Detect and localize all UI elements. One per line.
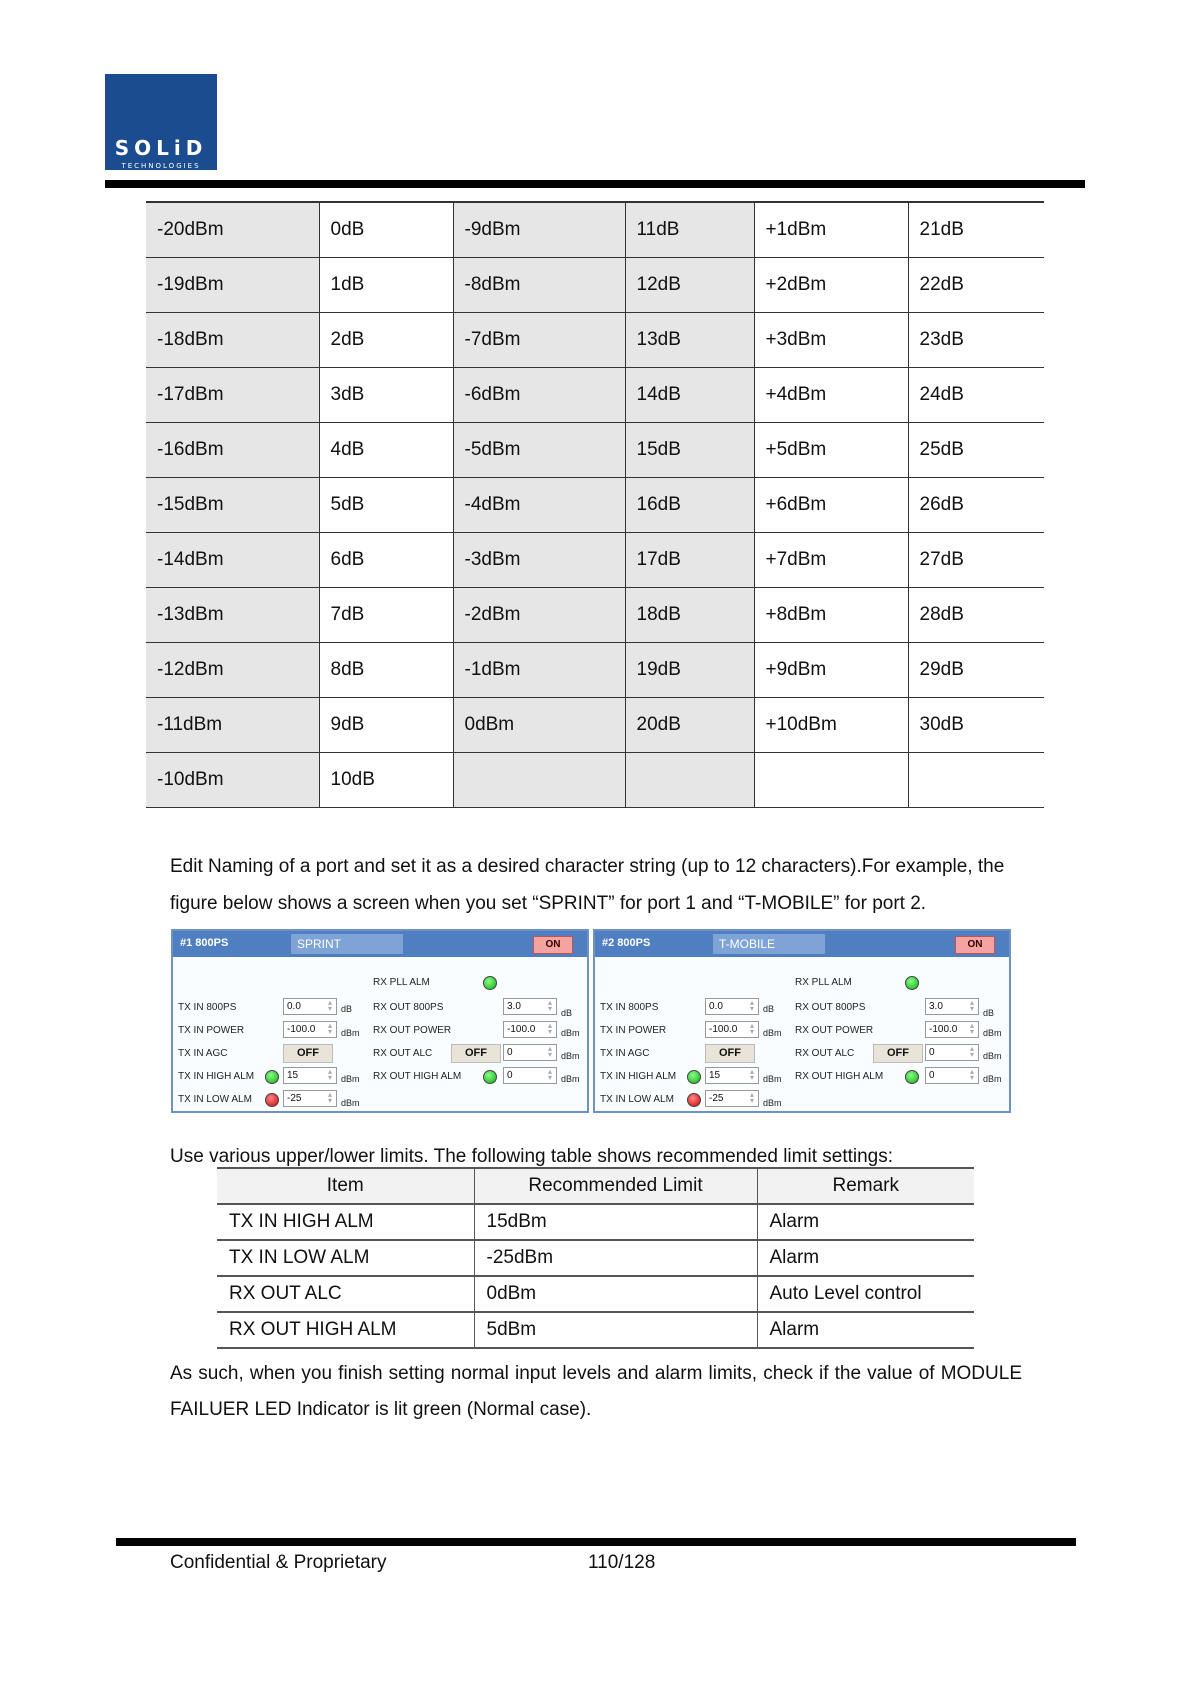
level-table xyxy=(146,201,1044,808)
rx-out-power-input[interactable] xyxy=(925,1021,979,1038)
rx-out-alc-button[interactable]: OFF xyxy=(451,1044,501,1063)
rx-out-alc-label: RX OUT ALC xyxy=(373,1048,433,1059)
level-cell: 27dB xyxy=(908,532,1044,587)
rx-out-alc-unit: dBm xyxy=(561,1051,580,1061)
tx-in-low-alm-input-value: -25 xyxy=(709,1093,724,1104)
port-name-field[interactable]: T-MOBILE xyxy=(713,934,825,954)
limit-remark: Alarm xyxy=(757,1240,974,1276)
level-cell: +7dBm xyxy=(754,532,908,587)
level-cell: +6dBm xyxy=(754,477,908,532)
level-cell: 5dB xyxy=(319,477,453,532)
level-cell: -10dBm xyxy=(146,752,319,807)
rx-out-alc-input[interactable] xyxy=(503,1044,557,1061)
table-row xyxy=(146,477,1044,532)
level-cell: 7dB xyxy=(319,587,453,642)
level-cell: +9dBm xyxy=(754,642,908,697)
tx-in-high-alm-led-icon xyxy=(265,1070,279,1084)
table-row xyxy=(217,1204,974,1240)
spinner-arrows-icon[interactable]: ▴ ▾ xyxy=(969,1067,974,1082)
port-panel-1 xyxy=(171,929,589,1113)
rx-out-alc-label: RX OUT ALC xyxy=(795,1048,855,1059)
tx-in-unit: dB xyxy=(341,1004,353,1014)
rx-out-alc-input-value: 0 xyxy=(929,1047,935,1058)
level-cell: 14dB xyxy=(625,367,754,422)
rx-out-input[interactable] xyxy=(503,998,557,1015)
rx-out-power-input-value: -100.0 xyxy=(507,1024,536,1035)
tx-in-high-alm-input[interactable] xyxy=(283,1067,337,1084)
level-cell: 0dBm xyxy=(453,697,625,752)
spinner-arrows-icon[interactable]: ▴ ▾ xyxy=(327,998,332,1013)
table-row xyxy=(217,1240,974,1276)
level-cell: +3dBm xyxy=(754,312,908,367)
port-name-field[interactable]: SPRINT xyxy=(291,934,403,954)
tx-in-power-input[interactable] xyxy=(283,1021,337,1038)
tx-in-power-label: TX IN POWER xyxy=(178,1025,245,1036)
limit-remark: Alarm xyxy=(757,1204,974,1240)
tx-in-low-alm-input[interactable] xyxy=(705,1090,759,1107)
level-cell: -16dBm xyxy=(146,422,319,477)
limit-value: 15dBm xyxy=(474,1204,757,1240)
spinner-arrows-icon[interactable]: ▴ ▾ xyxy=(969,998,974,1013)
rx-pll-alm-label: RX PLL ALM xyxy=(373,977,430,988)
rx-out-alc-button[interactable]: OFF xyxy=(873,1044,923,1063)
tx-in-high-alm-input[interactable] xyxy=(705,1067,759,1084)
limit-remark: Auto Level control xyxy=(757,1276,974,1312)
level-cell: -7dBm xyxy=(453,312,625,367)
panel-header xyxy=(173,931,587,957)
level-cell xyxy=(453,752,625,807)
rx-out-label: RX OUT 800PS xyxy=(795,1002,866,1013)
paragraph-limits: Use various upper/lower limits. The following table shows recommended limit settings: xyxy=(170,1146,894,1167)
table-row xyxy=(146,202,1044,257)
level-cell: 6dB xyxy=(319,532,453,587)
level-cell: -18dBm xyxy=(146,312,319,367)
tx-in-power-input-value: -100.0 xyxy=(709,1024,738,1035)
rx-out-high-alm-input-value: 0 xyxy=(507,1070,513,1081)
port-label: #2 800PS xyxy=(602,937,651,949)
logo-subtext: TECHNOLOGIES xyxy=(121,162,201,170)
level-cell: -11dBm xyxy=(146,697,319,752)
limit-remark: Alarm xyxy=(757,1312,974,1348)
level-cell: -13dBm xyxy=(146,587,319,642)
level-cell: 9dB xyxy=(319,697,453,752)
solid-logo xyxy=(105,74,217,170)
rx-out-high-alm-input[interactable] xyxy=(503,1067,557,1084)
rx-out-label: RX OUT 800PS xyxy=(373,1002,444,1013)
table-row xyxy=(217,1276,974,1312)
table-row xyxy=(146,532,1044,587)
level-cell: 10dB xyxy=(319,752,453,807)
paragraph-module-failure: As such, when you finish setting normal input levels and alarm limits, check if the value of MODULE FAILUER LED Indicator is lit green (Normal case). xyxy=(170,1363,1022,1420)
header-rule xyxy=(105,180,1085,188)
tx-in-low-alm-label: TX IN LOW ALM xyxy=(600,1094,674,1105)
table-row xyxy=(146,312,1044,367)
rx-out-alc-input-value: 0 xyxy=(507,1047,513,1058)
level-cell: 21dB xyxy=(908,202,1044,257)
tx-in-label: TX IN 800PS xyxy=(600,1002,659,1013)
level-cell: 22dB xyxy=(908,257,1044,312)
table-row xyxy=(146,697,1044,752)
tx-in-high-alm-input-value: 15 xyxy=(287,1070,299,1081)
level-cell: 18dB xyxy=(625,587,754,642)
level-cell: -8dBm xyxy=(453,257,625,312)
page-number: 110/128 xyxy=(588,1552,656,1573)
level-cell: 8dB xyxy=(319,642,453,697)
level-cell: 26dB xyxy=(908,477,1044,532)
rx-out-high-alm-unit: dBm xyxy=(561,1074,580,1084)
spinner-arrows-icon[interactable]: ▴ ▾ xyxy=(547,1067,552,1082)
table-row xyxy=(146,422,1044,477)
level-cell: 30dB xyxy=(908,697,1044,752)
level-cell: 4dB xyxy=(319,422,453,477)
tx-in-high-alm-label: TX IN HIGH ALM xyxy=(178,1071,255,1082)
rx-out-high-alm-label: RX OUT HIGH ALM xyxy=(795,1071,884,1082)
rx-out-input-value: 3.0 xyxy=(507,1001,521,1012)
rx-out-high-alm-input[interactable] xyxy=(925,1067,979,1084)
spinner-arrows-icon[interactable]: ▴ ▾ xyxy=(547,1044,552,1059)
limit-table-header xyxy=(217,1168,974,1204)
level-cell: -12dBm xyxy=(146,642,319,697)
tx-in-power-input[interactable] xyxy=(705,1021,759,1038)
level-cell xyxy=(625,752,754,807)
limit-value: 0dBm xyxy=(474,1276,757,1312)
rx-out-high-alm-led-icon xyxy=(483,1070,497,1084)
rx-out-high-alm-label: RX OUT HIGH ALM xyxy=(373,1071,462,1082)
level-cell: 25dB xyxy=(908,422,1044,477)
tx-in-agc-button[interactable]: OFF xyxy=(705,1044,755,1063)
level-cell: -5dBm xyxy=(453,422,625,477)
table-row xyxy=(146,257,1044,312)
spinner-arrows-icon[interactable]: ▴ ▾ xyxy=(749,1021,754,1036)
level-cell: -19dBm xyxy=(146,257,319,312)
spinner-arrows-icon[interactable]: ▴ ▾ xyxy=(327,1067,332,1082)
level-cell: 28dB xyxy=(908,587,1044,642)
level-cell xyxy=(908,752,1044,807)
level-cell: -2dBm xyxy=(453,587,625,642)
header-remark: Remark xyxy=(757,1168,974,1204)
tx-in-low-alm-input[interactable] xyxy=(283,1090,337,1107)
rx-out-power-label: RX OUT POWER xyxy=(373,1025,452,1036)
level-cell: 2dB xyxy=(319,312,453,367)
limit-item: TX IN LOW ALM xyxy=(217,1240,474,1276)
spinner-arrows-icon[interactable]: ▴ ▾ xyxy=(327,1090,332,1105)
level-cell: -3dBm xyxy=(453,532,625,587)
rx-out-power-unit: dBm xyxy=(983,1028,1002,1038)
tx-in-agc-label: TX IN AGC xyxy=(600,1048,650,1059)
level-cell: 24dB xyxy=(908,367,1044,422)
rx-out-high-alm-led-icon xyxy=(905,1070,919,1084)
tx-in-power-input-value: -100.0 xyxy=(287,1024,316,1035)
port-panel-2 xyxy=(593,929,1011,1113)
spinner-arrows-icon[interactable]: ▴ ▾ xyxy=(969,1044,974,1059)
header-recommended-limit: Recommended Limit xyxy=(474,1168,757,1204)
level-cell: 13dB xyxy=(625,312,754,367)
level-cell: -4dBm xyxy=(453,477,625,532)
on-button[interactable]: ON xyxy=(533,936,573,954)
level-cell: 23dB xyxy=(908,312,1044,367)
rx-out-unit: dB xyxy=(561,1008,573,1018)
tx-in-agc-button[interactable]: OFF xyxy=(283,1044,333,1063)
spinner-arrows-icon[interactable]: ▴ ▾ xyxy=(547,998,552,1013)
level-cell: 0dB xyxy=(319,202,453,257)
paragraph-port-naming: Edit Naming of a port and set it as a desired character string (up to 12 characters).For example, the figure below shows a screen when you set “SPRINT” for port 1 and “T-MOBILE” for port 2. xyxy=(170,856,1005,914)
table-row xyxy=(146,587,1044,642)
level-cell: 1dB xyxy=(319,257,453,312)
panel-header xyxy=(595,931,1009,957)
level-cell: 29dB xyxy=(908,642,1044,697)
level-cell: 15dB xyxy=(625,422,754,477)
tx-in-low-alm-label: TX IN LOW ALM xyxy=(178,1094,252,1105)
tx-in-unit: dB xyxy=(763,1004,775,1014)
level-cell xyxy=(754,752,908,807)
rx-out-power-label: RX OUT POWER xyxy=(795,1025,874,1036)
tx-in-low-alm-led-icon xyxy=(687,1093,701,1107)
rx-out-alc-unit: dBm xyxy=(983,1051,1002,1061)
tx-in-power-unit: dBm xyxy=(341,1028,360,1038)
level-cell: -17dBm xyxy=(146,367,319,422)
tx-in-high-alm-unit: dBm xyxy=(341,1074,360,1084)
tx-in-high-alm-label: TX IN HIGH ALM xyxy=(600,1071,677,1082)
tx-in-high-alm-input-value: 15 xyxy=(709,1070,721,1081)
spinner-arrows-icon[interactable]: ▴ ▾ xyxy=(547,1021,552,1036)
level-cell: +4dBm xyxy=(754,367,908,422)
rx-out-high-alm-input-value: 0 xyxy=(929,1070,935,1081)
level-cell: -20dBm xyxy=(146,202,319,257)
spinner-arrows-icon[interactable]: ▴ ▾ xyxy=(969,1021,974,1036)
level-cell: 11dB xyxy=(625,202,754,257)
tx-in-input[interactable] xyxy=(705,998,759,1015)
spinner-arrows-icon[interactable]: ▴ ▾ xyxy=(749,1090,754,1105)
tx-in-input-value: 0.0 xyxy=(709,1001,723,1012)
port-settings-screens xyxy=(171,929,1017,1113)
level-cell: +10dBm xyxy=(754,697,908,752)
level-cell: +5dBm xyxy=(754,422,908,477)
footer-rule xyxy=(116,1538,1076,1546)
table-row xyxy=(146,752,1044,807)
level-cell: 12dB xyxy=(625,257,754,312)
tx-in-input[interactable] xyxy=(283,998,337,1015)
spinner-arrows-icon[interactable]: ▴ ▾ xyxy=(327,1021,332,1036)
rx-out-input[interactable] xyxy=(925,998,979,1015)
limit-table xyxy=(217,1167,974,1349)
table-row xyxy=(146,642,1044,697)
table-row xyxy=(146,367,1044,422)
level-cell: 16dB xyxy=(625,477,754,532)
limit-item: TX IN HIGH ALM xyxy=(217,1204,474,1240)
rx-out-power-input-value: -100.0 xyxy=(929,1024,958,1035)
limit-value: 5dBm xyxy=(474,1312,757,1348)
level-cell: -9dBm xyxy=(453,202,625,257)
level-cell: 17dB xyxy=(625,532,754,587)
tx-in-low-alm-input-value: -25 xyxy=(287,1093,302,1104)
tx-in-low-alm-unit: dBm xyxy=(341,1098,360,1108)
tx-in-power-unit: dBm xyxy=(763,1028,782,1038)
table-row xyxy=(217,1312,974,1348)
tx-in-label: TX IN 800PS xyxy=(178,1002,237,1013)
tx-in-input-value: 0.0 xyxy=(287,1001,301,1012)
rx-out-unit: dB xyxy=(983,1008,995,1018)
tx-in-agc-label: TX IN AGC xyxy=(178,1048,228,1059)
tx-in-low-alm-unit: dBm xyxy=(763,1098,782,1108)
level-cell: +8dBm xyxy=(754,587,908,642)
rx-pll-alm-led-icon xyxy=(905,976,919,990)
spinner-arrows-icon[interactable]: ▴ ▾ xyxy=(749,1067,754,1082)
rx-out-input-value: 3.0 xyxy=(929,1001,943,1012)
spinner-arrows-icon[interactable]: ▴ ▾ xyxy=(749,998,754,1013)
rx-pll-alm-label: RX PLL ALM xyxy=(795,977,852,988)
rx-out-alc-input[interactable] xyxy=(925,1044,979,1061)
tx-in-high-alm-led-icon xyxy=(687,1070,701,1084)
header-item: Item xyxy=(217,1168,474,1204)
level-cell: +1dBm xyxy=(754,202,908,257)
level-cell: +2dBm xyxy=(754,257,908,312)
tx-in-power-label: TX IN POWER xyxy=(600,1025,667,1036)
tx-in-high-alm-unit: dBm xyxy=(763,1074,782,1084)
footer-confidential: Confidential & Proprietary xyxy=(170,1552,387,1573)
rx-out-power-unit: dBm xyxy=(561,1028,580,1038)
rx-out-power-input[interactable] xyxy=(503,1021,557,1038)
level-cell: 19dB xyxy=(625,642,754,697)
on-button[interactable]: ON xyxy=(955,936,995,954)
logo-text: SOLiD xyxy=(114,136,208,160)
limit-item: RX OUT ALC xyxy=(217,1276,474,1312)
level-cell: 3dB xyxy=(319,367,453,422)
tx-in-low-alm-led-icon xyxy=(265,1093,279,1107)
level-cell: -15dBm xyxy=(146,477,319,532)
port-label: #1 800PS xyxy=(180,937,229,949)
rx-pll-alm-led-icon xyxy=(483,976,497,990)
level-cell: -1dBm xyxy=(453,642,625,697)
limit-value: -25dBm xyxy=(474,1240,757,1276)
level-cell: -6dBm xyxy=(453,367,625,422)
rx-out-high-alm-unit: dBm xyxy=(983,1074,1002,1084)
level-cell: 20dB xyxy=(625,697,754,752)
limit-item: RX OUT HIGH ALM xyxy=(217,1312,474,1348)
level-cell: -14dBm xyxy=(146,532,319,587)
